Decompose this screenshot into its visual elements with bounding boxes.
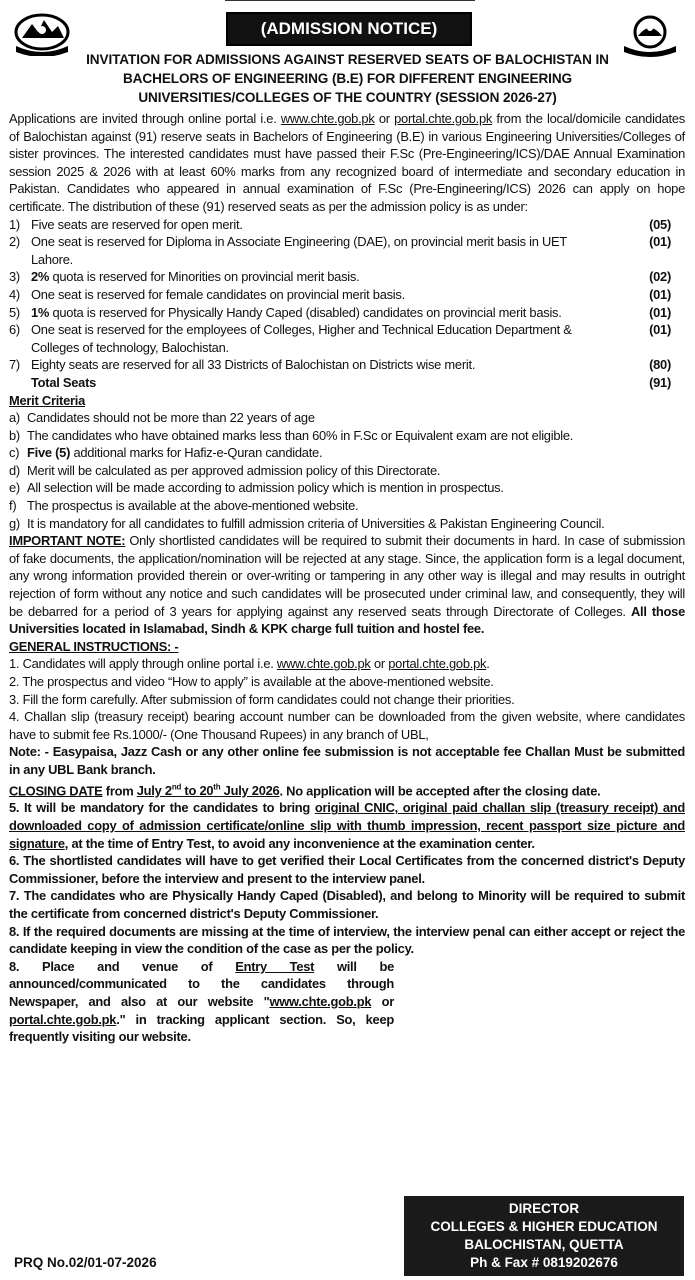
intro-text-b: or	[374, 111, 395, 126]
heading-line-2: BACHELORS OF ENGINEERING (B.E) FOR DIFFERENT ENGINEERING	[122, 71, 573, 86]
instruction-3: 3. Fill the form carefully. After submission of form candidates could not change their priorities.	[9, 691, 515, 707]
seat-text: One seat is reserved for female candidates on provincial merit basis.	[31, 286, 405, 302]
important-note-heading: IMPORTANT NOTE:	[9, 533, 126, 549]
seat-count: (01)	[649, 234, 671, 250]
seat-item	[9, 356, 685, 374]
merit-bold: Five (5)	[27, 445, 71, 461]
merit-list	[9, 409, 685, 532]
instruction-5	[9, 799, 685, 852]
seat-count: (05)	[649, 216, 671, 232]
important-note-bold: All those Universities located in Islamabad, Sindh & KPK charge full tuition and hostel fee.	[9, 603, 685, 637]
instruction-text: will be announced/communicated to the candidates through Newspaper, and also at our website "	[9, 958, 394, 1009]
seat-count: (01)	[649, 286, 671, 302]
seat-item	[9, 233, 685, 268]
instruction-text: .	[486, 656, 490, 672]
closing-sup: th	[213, 782, 221, 792]
merit-text: The prospectus is available at the above-mentioned website.	[27, 498, 359, 514]
instruction-text: or	[371, 993, 394, 1009]
seat-num: 2)	[9, 234, 20, 250]
seat-num: 3)	[9, 269, 20, 285]
seat-item	[9, 286, 685, 304]
merit-item	[9, 479, 685, 497]
instruction-text: or	[370, 656, 389, 672]
seat-text: One seat is reserved for Diploma in Associate Engineering (DAE), on provincial merit basis in UET Lahore.	[31, 234, 567, 267]
merit-item	[9, 409, 685, 427]
seat-item	[9, 216, 685, 234]
instruction-text: 8. Place and venue of	[9, 958, 236, 974]
instruction-8: 8. If the required documents are missing at the time of interview, the interview penal can either accept or reject the candidate keeping in view the condition of the case as per the policy.	[9, 923, 685, 957]
seat-item	[9, 304, 685, 322]
total-seats-row	[9, 374, 685, 392]
seat-num: 4)	[9, 286, 20, 302]
merit-num: b)	[9, 427, 20, 443]
director-title: DIRECTOR	[508, 1201, 580, 1216]
important-note-text: Only shortlisted candidates will be required to submit their documents in hard. In case of submission of fake documents, the application/nomination will be rejected at any stage. Since, the application form is a legal document, any wrong information provided therein or over-writing or tampering in any other way is illegal and may results in outright rejection of form without any notice and such candidates will be prosecuted under criminal law, and consequently, they will be debarred for a period of 3 years for applying against any reserved seats through Directorate of Colleges.	[9, 533, 685, 619]
website-link[interactable]: www.chte.gob.pk	[280, 111, 375, 126]
fee-note: Note: - Easypaisa, Jazz Cash or any other online fee submission is not acceptable fee Challan Must be submitted in any UBL Bank branch.	[9, 744, 685, 777]
intro-paragraph	[9, 110, 685, 216]
seat-text	[31, 268, 631, 286]
important-note	[9, 532, 685, 638]
seat-item	[9, 321, 685, 356]
general-instructions-heading: GENERAL INSTRUCTIONS: -	[9, 638, 179, 654]
merit-num: c)	[9, 445, 20, 461]
seat-num: 6)	[9, 322, 20, 338]
instruction-text: ." in tracking applicant section. So, keep frequently visiting our website.	[9, 1011, 394, 1045]
seat-num: 7)	[9, 357, 20, 373]
merit-num: f)	[9, 498, 17, 514]
seat-text-rest: quota is reserved for Physically Handy Caped (disabled) candidates on provincial merit basis.	[49, 304, 562, 320]
merit-item	[9, 462, 685, 480]
closing-text: to	[181, 782, 200, 798]
closing-sup: nd	[171, 782, 182, 792]
merit-item	[9, 497, 685, 515]
merit-text: Candidates should not be more than 22 years of age	[27, 410, 315, 426]
closing-start: July 2	[136, 782, 172, 798]
instruction-4: 4. Challan slip (treasury receipt) bearing account number can be downloaded from the given website, where candidates have to submit fee Rs.1000/- (One Thousand Rupees) in any branch of UBL,	[9, 709, 685, 742]
seat-text: One seat is reserved for the employees of Colleges, Higher and Technical Education Department & Colleges of technology, Balochistan.	[31, 322, 572, 355]
notice-body	[9, 110, 685, 1046]
merit-text	[27, 444, 322, 462]
seat-num: 5)	[9, 304, 20, 320]
intro-text-c: from the local/domicile candidates of Balochistan against (91) reserve seats in Bachelors of Engineering (B.E) in various Engineering Universities/Colleges of sister provinces. The interested candidates must have passed their F.Sc (Pre-Engineering/ICS)/DAE Annual Examination session 2025 & 2026 with at least 60% marks from any recognized board of intermediate and secondary education in Pakistan. Candidates who appeared in annual examination of F.Sc (Pre-Engineering/ICS) 2026 can apply on hope certificate. The distribution of these (91) reserved seats as per the admission policy is as under:	[9, 111, 685, 214]
merit-num: d)	[9, 462, 20, 478]
top-border-line	[225, 0, 475, 5]
closing-date-range	[137, 783, 280, 798]
instruction-7: 7. The candidates who are Physically Handy Caped (Disabled), and belong to Minority will be required to submit the certificate from concerned district's Deputy Commissioner.	[9, 888, 685, 922]
merit-item	[9, 515, 685, 533]
instruction-6: 6. The shortlisted candidates will have to get verified their Local Certificates from the concerned district's Deputy Commissioner, before the interview and present to the interview panel.	[9, 853, 685, 886]
instruction-2: 2. The prospectus and video “How to apply” is available at the above-mentioned website.	[9, 674, 494, 689]
seat-count: (80)	[649, 357, 671, 373]
seat-item	[9, 268, 685, 286]
closing-text: from	[102, 782, 137, 798]
entry-test-underlined: Entry Test	[235, 958, 315, 974]
instruction-1	[9, 655, 685, 673]
seat-count: (02)	[649, 269, 671, 285]
total-label: Total Seats	[31, 374, 97, 390]
heading-line-1: INVITATION FOR ADMISSIONS AGAINST RESERVED SEATS OF BALOCHISTAN IN	[86, 52, 609, 67]
seat-text: Eighty seats are reserved for all 33 Districts of Balochistan on Districts wise merit.	[31, 357, 476, 373]
seat-text	[31, 304, 631, 322]
instruction-9	[9, 958, 394, 1046]
instruction-text: 5. It will be mandatory for the candidates to bring	[9, 800, 315, 816]
total-count: (91)	[649, 374, 671, 390]
prq-number: PRQ No.02/01-07-2026	[14, 1255, 157, 1270]
notice-heading	[30, 50, 665, 107]
merit-item	[9, 427, 685, 445]
closing-text: . No application will be accepted after the closing date.	[279, 782, 601, 798]
merit-text: Merit will be calculated as per approved admission policy of this Directorate.	[27, 462, 441, 478]
seat-list	[9, 216, 685, 392]
seat-text-rest: quota is reserved for Minorities on provincial merit basis.	[49, 269, 360, 285]
merit-criteria-heading: Merit Criteria	[9, 392, 86, 408]
director-phone: Ph & Fax # 0819202676	[470, 1255, 618, 1270]
instruction-text: 1. Candidates will apply through online portal i.e.	[9, 656, 277, 672]
director-department: COLLEGES & HIGHER EDUCATION	[430, 1219, 658, 1234]
merit-text: It is mandatory for all candidates to fulfill admission criteria of Universities & Pakistan Engineering Council.	[27, 515, 605, 531]
website-link[interactable]: www.chte.gob.pk	[276, 656, 371, 672]
seat-text: Five seats are reserved for open merit.	[31, 216, 243, 232]
merit-item	[9, 444, 685, 462]
closing-end-month: July 2026	[220, 782, 280, 798]
director-signature-block	[404, 1196, 684, 1276]
seat-count: (01)	[649, 322, 671, 338]
seat-bold: 1%	[31, 304, 50, 320]
seat-count: (01)	[649, 304, 671, 320]
instruction-text: , at the time of Entry Test, to avoid any inconvenience at the examination center.	[64, 835, 535, 851]
closing-end: 20	[199, 782, 214, 798]
closing-date-label: CLOSING DATE	[9, 782, 103, 798]
portal-link[interactable]: portal.chte.gob.pk	[9, 1011, 117, 1027]
seat-num: 1)	[9, 216, 20, 232]
intro-text-a: Applications are invited through online portal i.e.	[9, 111, 281, 126]
merit-num: a)	[9, 410, 20, 426]
portal-link[interactable]: portal.chte.gob.pk	[394, 111, 493, 126]
merit-text: All selection will be made according to admission policy which is mention in prospectus.	[27, 480, 504, 496]
merit-text: The candidates who have obtained marks less than 60% in F.Sc or Equivalent exam are not eligible.	[27, 427, 574, 443]
merit-num: e)	[9, 480, 20, 496]
website-link[interactable]: www.chte.gob.pk	[269, 993, 372, 1009]
instruction-underlined: original CNIC, original paid challan slip (treasury receipt) and downloaded copy of admission certificate/online slip with thumb impression, recent passport size picture and signature	[9, 800, 686, 851]
merit-num: g)	[9, 515, 20, 531]
admission-notice-banner: (ADMISSION NOTICE)	[226, 12, 472, 46]
heading-line-3: UNIVERSITIES/COLLEGES OF THE COUNTRY (SESSION 2026-27)	[138, 90, 557, 105]
closing-date	[9, 779, 685, 800]
seat-bold: 2%	[31, 269, 50, 285]
portal-link[interactable]: portal.chte.gob.pk	[388, 656, 487, 672]
merit-text-rest: additional marks for Hafiz-e-Quran candidate.	[70, 445, 323, 461]
director-location: BALOCHISTAN, QUETTA	[464, 1237, 624, 1252]
